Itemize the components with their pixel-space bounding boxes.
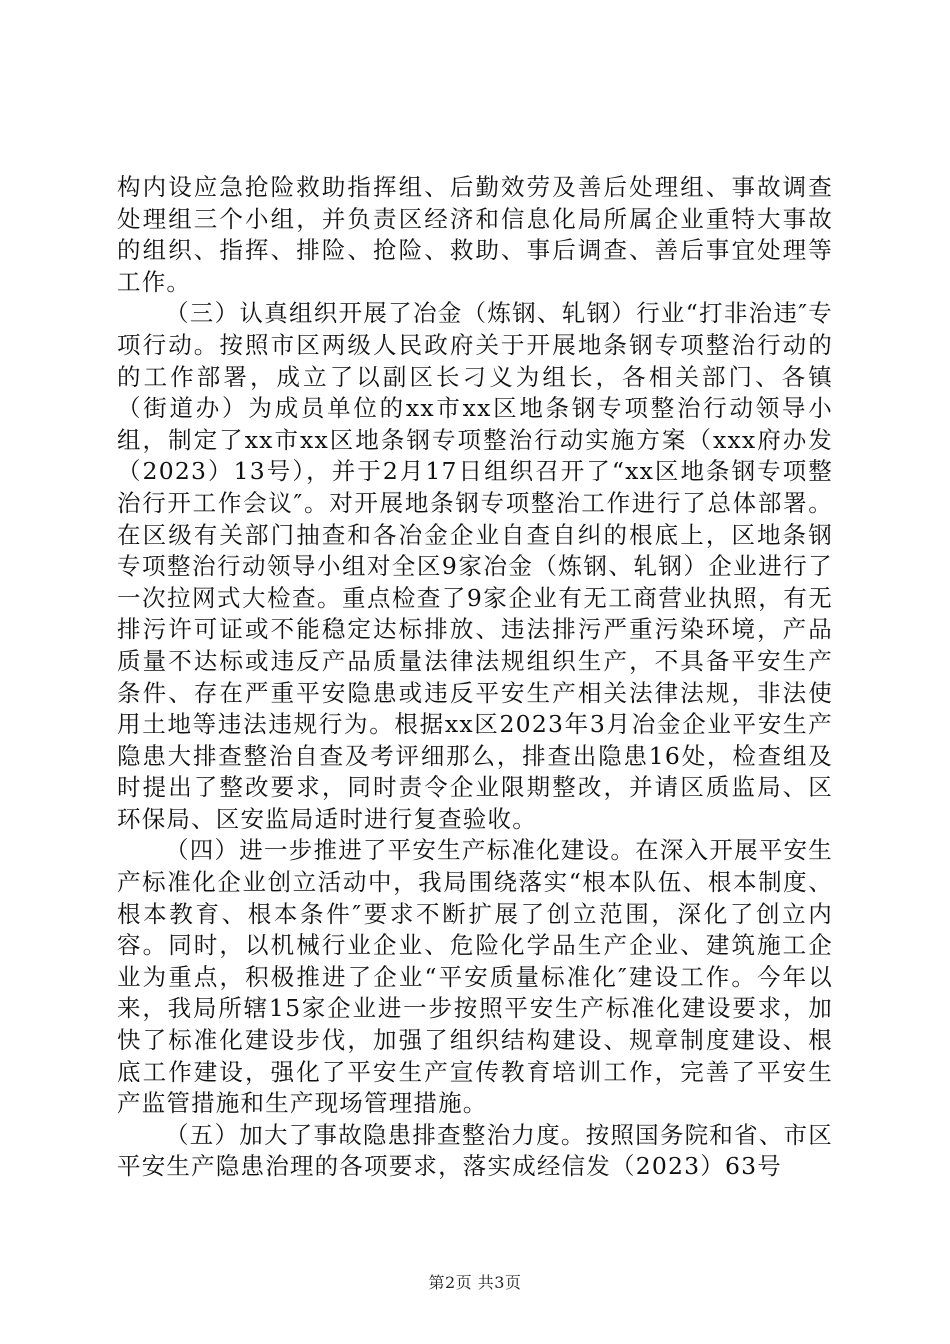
paragraph-section-5: （五）加大了事故隐患排查整治力度。按照国务院和省、市区平安生产隐患治理的各项要求，落实成经信发（2023）63号 <box>117 1120 833 1181</box>
paragraph-section-4: （四）进一步推进了平安生产标准化建设。在深入开展平安生产标准化企业创立活动中，我局围绕落实“根本队伍、根本制度、根本教育、根本条件″要求不断扩展了创立范围，深化了创立内容。同时，以机械行业企业、危险化学品生产企业、建筑施工企业为重点，积极推进了企业“平安质量标准化″建设工作。今年以来，我局所辖15家企业进一步按照平安生产标准化建设要求，加快了标准化建设步伐，加强了组织结构建设、规章制度建设、根底工作建设，强化了平安生产宣传教育培训工作，完善了平安生产监管措施和生产现场管理措施。 <box>117 836 833 1118</box>
page-footer <box>0 1270 950 1293</box>
paragraph-section-3: （三）认真组织开展了冶金（炼钢、轧钢）行业“打非治违″专项行动。按照市区两级人民政府关于开展地条钢专项整治行动的的工作部署，成立了以副区长刁义为组长，各相关部门、各镇（街道办）为成员单位的xx市xx区地条钢专项整治行动领导小组，制定了xx市xx区地条钢专项整治行动实施方案（xxx府办发（2023）13号），并于2月17日组织召开了“xx区地条钢专项整治行开工作会议″。对开展地条钢专项整治工作进行了总体部署。在区级有关部门抽查和各冶金企业自查自纠的根底上，区地条钢专项整治行动领导小组对全区9家冶金（炼钢、轧钢）企业进行了一次拉网式大检查。重点检查了9家企业有无工商营业执照，有无排污许可证或不能稳定达标排放、违法排污严重污染环境，产品质量不达标或违反产品质量法律法规组织生产，不具备平安生产条件、存在严重平安隐患或违反平安生产相关法律法规，非法使用土地等违法违规行为。根据xx区2023年3月冶金企业平安生产隐患大排查整治自查及考评细那么，排查出隐患16处，检查组及时提出了整改要求，同时责令企业限期整改，并请区质监局、区环保局、区安监局适时进行复查验收。 <box>117 299 833 833</box>
document-body <box>117 172 833 1183</box>
paragraph-continuation: 构内设应急抢险救助指挥组、后勤效劳及善后处理组、事故调查处理组三个小组，并负责区经济和信息化局所属企业重特大事故的组织、指挥、排险、抢险、救助、事后调查、善后事宜处理等工作。 <box>117 173 833 296</box>
page-number-label: 第2页 共3页 <box>428 1273 522 1292</box>
